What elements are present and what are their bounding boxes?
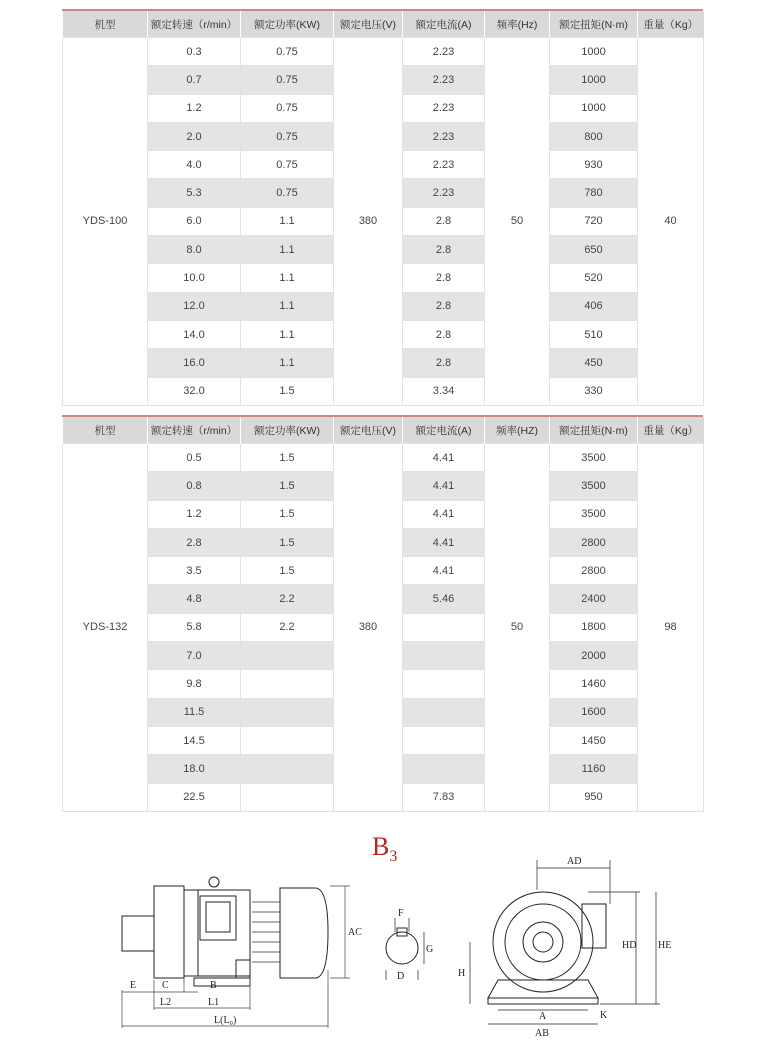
power-cell: 1.5 [241,377,334,405]
speed-cell: 0.8 [148,472,241,500]
dim-a-label: A [539,1011,547,1022]
weight-cell: 40 [638,38,704,406]
column-header: 重量（Kg） [638,11,704,38]
torque-cell: 1000 [550,94,638,122]
speed-cell: 0.3 [148,38,241,66]
speed-cell: 10.0 [148,264,241,292]
column-header: 额定电流(A) [403,417,485,444]
power-cell: 1.1 [241,264,334,292]
column-header: 额定功率(KW) [241,417,334,444]
current-cell: 7.83 [403,783,485,811]
torque-cell: 2800 [550,557,638,585]
torque-cell: 1460 [550,670,638,698]
column-header: 机型 [63,417,148,444]
torque-cell: 780 [550,179,638,207]
dim-l2-label: L2 [160,997,172,1008]
torque-cell: 650 [550,236,638,264]
power-cell [241,642,334,670]
shaft-section-view [386,918,424,980]
spec-table-yds132 [62,417,704,812]
current-cell: 2.23 [403,94,485,122]
speed-cell: 32.0 [148,377,241,405]
speed-cell: 7.0 [148,642,241,670]
power-cell: 0.75 [241,151,334,179]
power-cell [241,726,334,754]
torque-cell: 1000 [550,38,638,66]
torque-cell: 520 [550,264,638,292]
table2-header-row [63,417,704,444]
torque-cell: 406 [550,292,638,320]
power-cell: 0.75 [241,38,334,66]
power-cell: 1.1 [241,320,334,348]
current-cell: 2.23 [403,122,485,150]
power-cell: 2.2 [241,585,334,613]
power-cell [241,698,334,726]
model-cell: YDS-100 [63,38,148,406]
current-cell: 4.41 [403,444,485,472]
mounting-type-title: $B_3$ [372,832,398,866]
current-cell: 2.23 [403,38,485,66]
dim-h-label: H [458,968,466,979]
speed-cell: 9.8 [148,670,241,698]
column-header: 额定转速（r/min） [148,417,241,444]
column-header: 额定扭矩(N·m) [550,11,638,38]
current-cell: 2.23 [403,179,485,207]
current-cell: 4.41 [403,528,485,556]
current-cell [403,670,485,698]
dim-he-label: HE [658,940,672,951]
torque-cell: 2800 [550,528,638,556]
current-cell: 2.8 [403,292,485,320]
speed-cell: 8.0 [148,236,241,264]
dim-g-label: G [426,944,434,955]
column-header: 额定电流(A) [403,11,485,38]
power-cell: 2.2 [241,613,334,641]
power-cell [241,755,334,783]
column-header: 额定转速（r/min） [148,11,241,38]
speed-cell: 5.8 [148,613,241,641]
speed-cell: 5.3 [148,179,241,207]
speed-cell: 0.7 [148,66,241,94]
column-header: 额定电压(V) [334,11,403,38]
speed-cell: 3.5 [148,557,241,585]
voltage-cell: 380 [334,444,403,812]
current-cell: 4.41 [403,500,485,528]
power-cell: 1.5 [241,444,334,472]
speed-cell: 4.8 [148,585,241,613]
frequency-cell: 50 [485,38,550,406]
dim-c-label: C [162,980,169,991]
speed-cell: 1.2 [148,94,241,122]
table-row [63,444,704,472]
dim-b-label: B [210,980,217,991]
current-cell: 2.8 [403,236,485,264]
dim-k-label: K [600,1010,608,1021]
column-header: 机型 [63,11,148,38]
speed-cell: 16.0 [148,349,241,377]
speed-cell: 11.5 [148,698,241,726]
power-cell: 1.1 [241,236,334,264]
torque-cell: 800 [550,122,638,150]
speed-cell: 4.0 [148,151,241,179]
motor-dimension-drawing [0,820,782,1051]
torque-cell: 3500 [550,472,638,500]
torque-cell: 1000 [550,66,638,94]
current-cell: 3.34 [403,377,485,405]
power-cell: 0.75 [241,94,334,122]
power-cell: 1.1 [241,207,334,235]
column-header: 额定扭矩(N·m) [550,417,638,444]
motor-side-view [122,877,328,986]
speed-cell: 12.0 [148,292,241,320]
torque-cell: 2000 [550,642,638,670]
current-cell: 2.8 [403,349,485,377]
power-cell: 0.75 [241,122,334,150]
torque-cell: 3500 [550,500,638,528]
speed-cell: 18.0 [148,755,241,783]
current-cell: 2.8 [403,207,485,235]
column-header: 重量（Kg） [638,417,704,444]
power-cell: 1.5 [241,528,334,556]
dim-l1-label: L1 [208,997,220,1008]
current-cell: 2.23 [403,151,485,179]
spec-table-yds100 [62,11,704,406]
voltage-cell: 380 [334,38,403,406]
torque-cell: 930 [550,151,638,179]
power-cell: 0.75 [241,179,334,207]
torque-cell: 1160 [550,755,638,783]
current-cell: 2.8 [403,320,485,348]
column-header: 额定电压(V) [334,417,403,444]
column-header: 频率(Hz) [485,11,550,38]
current-cell [403,755,485,783]
torque-cell: 2400 [550,585,638,613]
torque-cell: 720 [550,207,638,235]
power-cell: 1.5 [241,472,334,500]
current-cell [403,613,485,641]
power-cell: 1.1 [241,349,334,377]
torque-cell: 510 [550,320,638,348]
current-cell [403,726,485,754]
speed-cell: 14.5 [148,726,241,754]
current-cell: 4.41 [403,557,485,585]
table-row [63,38,704,66]
speed-cell: 1.2 [148,500,241,528]
column-header: 额定功率(KW) [241,11,334,38]
speed-cell: 0.5 [148,444,241,472]
torque-cell: 450 [550,349,638,377]
column-header: 频率(HZ) [485,417,550,444]
dim-ac-label: AC [348,927,362,938]
dim-ab-label: AB [535,1028,549,1039]
current-cell [403,698,485,726]
torque-cell: 3500 [550,444,638,472]
weight-cell: 98 [638,444,704,812]
current-cell: 2.23 [403,66,485,94]
torque-cell: 1450 [550,726,638,754]
current-cell: 5.46 [403,585,485,613]
speed-cell: 14.0 [148,320,241,348]
dim-ad-label: AD [567,856,582,867]
power-cell: 1.1 [241,292,334,320]
current-cell: 4.41 [403,472,485,500]
torque-cell: 1800 [550,613,638,641]
power-cell: 1.5 [241,500,334,528]
table1-header-row [63,11,704,38]
dim-l-label: L(L₀) [214,1015,237,1026]
speed-cell: 22.5 [148,783,241,811]
power-cell [241,670,334,698]
power-cell: 1.5 [241,557,334,585]
power-cell [241,783,334,811]
dim-e-label: E [130,980,137,991]
power-cell: 0.75 [241,66,334,94]
dim-f-label: F [398,908,404,919]
frequency-cell: 50 [485,444,550,812]
model-cell: YDS-132 [63,444,148,812]
speed-cell: 6.0 [148,207,241,235]
speed-cell: 2.8 [148,528,241,556]
dim-hd-label: HD [622,940,637,951]
current-cell [403,642,485,670]
torque-cell: 1600 [550,698,638,726]
torque-cell: 330 [550,377,638,405]
dim-d-label: D [397,971,405,982]
current-cell: 2.8 [403,264,485,292]
torque-cell: 950 [550,783,638,811]
speed-cell: 2.0 [148,122,241,150]
